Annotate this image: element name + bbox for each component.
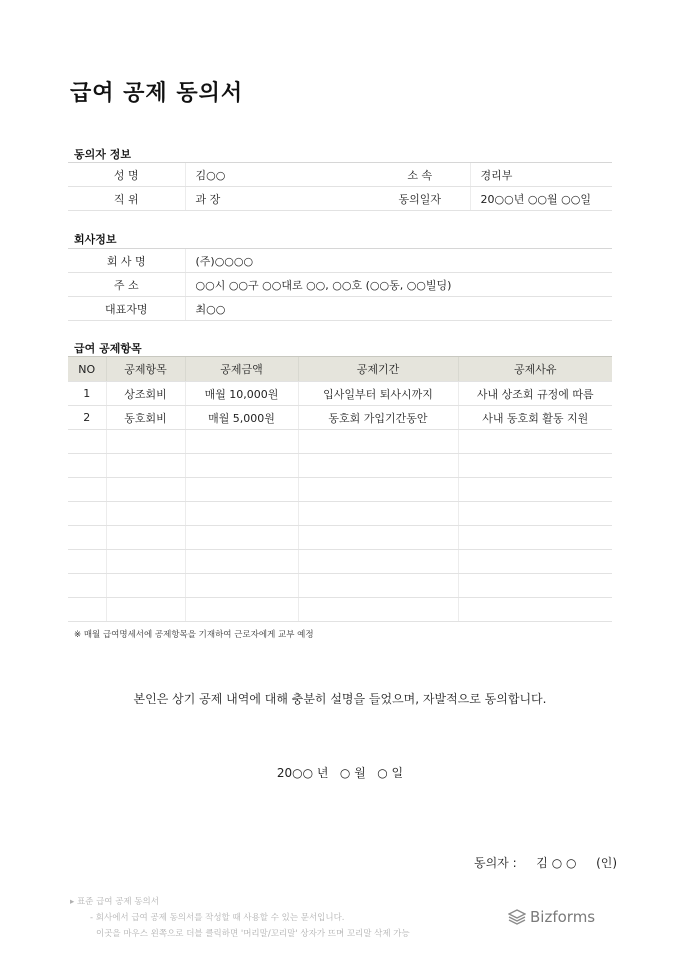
document-title: 급여 공제 동의서 (70, 81, 244, 106)
empty-row (68, 502, 612, 526)
empty-row (68, 598, 612, 622)
name-label: 성 명 (68, 163, 185, 187)
bizforms-logo (508, 908, 595, 926)
table-header-row (68, 357, 612, 382)
signer-label: 동의자 : (474, 856, 517, 870)
column-header: 공제사유 (458, 357, 612, 382)
empty-row (68, 430, 612, 454)
table-row (68, 187, 612, 211)
guide-title: ▸ 표준 급여 공제 동의서 (70, 897, 159, 907)
deduction-amount: 매월 10,000원 (185, 382, 298, 406)
signer-name: 김 ○ ○ (536, 856, 577, 870)
consent-date-value: 20○○년 ○○월 ○○일 (470, 187, 612, 211)
deduction-period: 입사일부터 퇴사시까지 (298, 382, 458, 406)
deduction-period: 동호회 가입기간동안 (298, 406, 458, 430)
guide-line: 이곳을 마우스 왼쪽으로 더블 클릭하면 '머리말/꼬리말' 상자가 뜨며 꼬리말 삭제 가능 (96, 929, 410, 939)
deduction-reason: 사내 상조회 규정에 따름 (458, 382, 612, 406)
company-info-table (68, 248, 612, 321)
deduction-amount: 매월 5,000원 (185, 406, 298, 430)
seal-mark: (인) (596, 856, 618, 870)
empty-row (68, 478, 612, 502)
deduction-item: 동호회비 (106, 406, 185, 430)
column-header: 공제금액 (185, 357, 298, 382)
deduction-item: 상조회비 (106, 382, 185, 406)
column-header: NO (68, 357, 106, 382)
column-header: 공제기간 (298, 357, 458, 382)
ceo-label: 대표자명 (68, 297, 185, 321)
address-label: 주 소 (68, 273, 185, 297)
table-row (68, 406, 612, 430)
empty-row (68, 550, 612, 574)
row-number: 2 (68, 406, 106, 430)
dept-value: 경리부 (470, 163, 612, 187)
position-label: 직 위 (68, 187, 185, 211)
footer-guide (70, 894, 410, 942)
guide-line: - 회사에서 급여 공제 동의서를 작성할 때 사용할 수 있는 문서입니다. (90, 913, 345, 923)
empty-row (68, 574, 612, 598)
agreement-date: 20○○ 년 ○ 월 ○ 일 (276, 766, 404, 780)
table-row (68, 382, 612, 406)
empty-row (68, 526, 612, 550)
deduction-section-heading: 급여 공제항목 (74, 342, 142, 355)
deduction-table (68, 356, 612, 622)
column-header: 공제항목 (106, 357, 185, 382)
consent-date-label: 동의일자 (370, 187, 470, 211)
deduction-note: ※ 매월 급여명세서에 공제항목을 기재하여 근로자에게 교부 예정 (74, 630, 314, 640)
row-number: 1 (68, 382, 106, 406)
name-value: 김○○ (185, 163, 370, 187)
agreement-statement: 본인은 상기 공제 내역에 대해 충분히 설명을 들었으며, 자발적으로 동의합니다. (133, 692, 547, 706)
empty-row (68, 454, 612, 478)
ceo-value: 최○○ (185, 297, 612, 321)
signer-block (474, 854, 617, 871)
company-name-label: 회 사 명 (68, 249, 185, 273)
company-section-heading: 회사정보 (74, 233, 117, 246)
table-row (68, 273, 612, 297)
table-row (68, 297, 612, 321)
address-value: ○○시 ○○구 ○○대로 ○○, ○○호 (○○동, ○○빌딩) (185, 273, 612, 297)
consenter-section-heading: 동의자 정보 (74, 148, 131, 161)
position-value: 과 장 (185, 187, 370, 211)
table-row (68, 163, 612, 187)
brand-name: Bizforms (530, 908, 596, 926)
deduction-reason: 사내 동호회 활동 지원 (458, 406, 612, 430)
consenter-info-table (68, 162, 612, 211)
dept-label: 소 속 (370, 163, 470, 187)
layers-icon (508, 909, 526, 925)
table-row (68, 249, 612, 273)
company-name-value: (주)○○○○ (185, 249, 612, 273)
